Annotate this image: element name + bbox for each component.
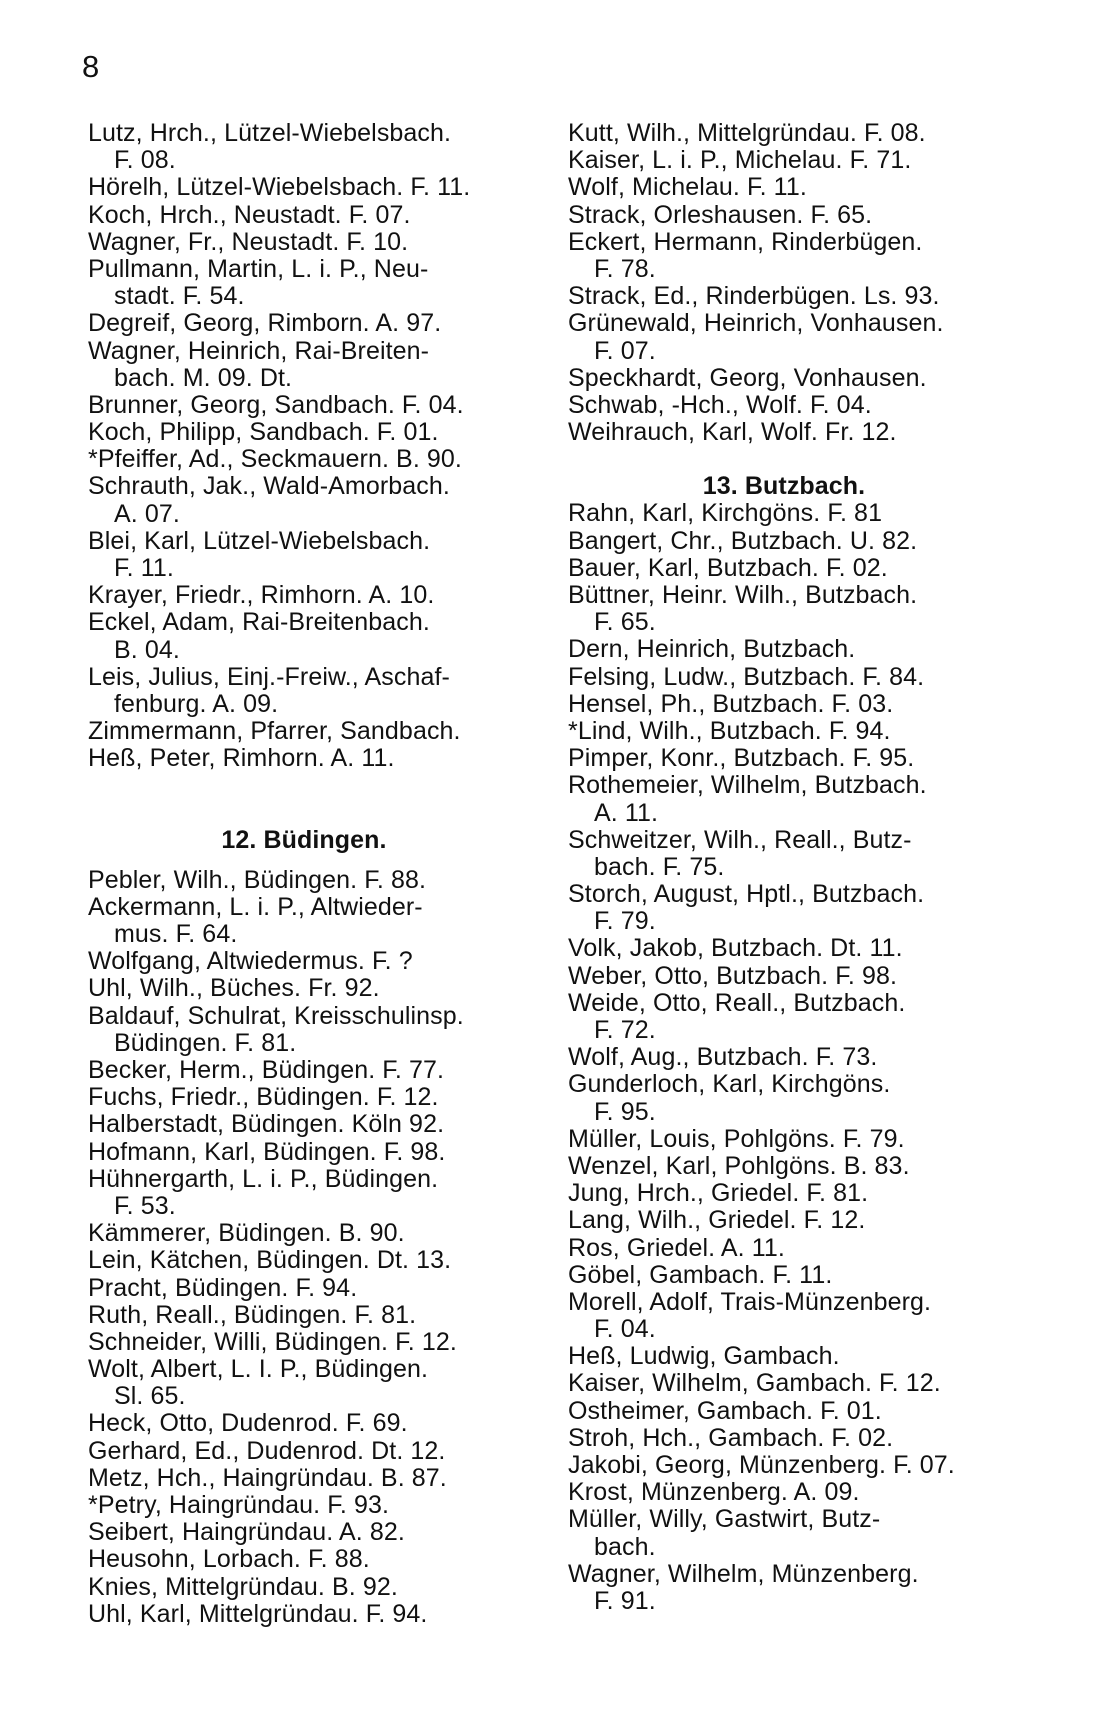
directory-entry: Degreif, Georg, Rimborn. A. 97.: [88, 309, 442, 338]
entry-continuation: F. 72.: [594, 1016, 656, 1044]
directory-entry: Ackermann, L. i. P., Altwieder-: [88, 892, 423, 921]
directory-entry: Schneider, Willi, Büdingen. F. 12.: [88, 1327, 457, 1356]
directory-entry: Jung, Hrch., Griedel. F. 81.: [568, 1179, 869, 1208]
section-heading: 12. Büdingen.: [221, 825, 387, 854]
directory-entry: Wolfgang, Altwiedermus. F. ?: [88, 947, 413, 976]
spacer: [568, 446, 1000, 473]
directory-entry: Pracht, Büdingen. F. 94.: [88, 1273, 358, 1302]
directory-entry: Leis, Julius, Einj.-Freiw., Aschaf-: [88, 662, 450, 691]
entry-continuation: F. 04.: [594, 1315, 656, 1344]
directory-entry: Blei, Karl, Lützel-Wiebelsbach.: [88, 526, 431, 555]
directory-entry: Krost, Münzenberg. A. 09.: [568, 1478, 860, 1507]
directory-entry: *Pfeiffer, Ad., Seckmauern. B. 90.: [88, 445, 462, 474]
directory-entry: Metz, Hch., Haingründau. B. 87.: [88, 1463, 447, 1492]
directory-entry: Weber, Otto, Butzbach. F. 98.: [568, 961, 897, 990]
directory-entry: Eckel, Adam, Rai-Breitenbach.: [88, 608, 430, 637]
directory-entry: Gunderloch, Karl, Kirchgöns.: [568, 1070, 891, 1099]
directory-entry: Koch, Philipp, Sandbach. F. 01.: [88, 418, 439, 447]
directory-entry: Schrauth, Jak., Wald-Amorbach.: [88, 472, 450, 501]
directory-entry: Kutt, Wilh., Mittelgründau. F. 08.: [568, 119, 926, 147]
directory-entry: Felsing, Ludw., Butzbach. F. 84.: [568, 662, 925, 691]
directory-entry: Hühnergarth, L. i. P., Büdingen.: [88, 1164, 439, 1193]
entry-continuation: F. 53.: [114, 1191, 176, 1220]
directory-entry: Ros, Griedel. A. 11.: [568, 1233, 785, 1262]
directory-entry: Lutz, Hrch., Lützel-Wiebelsbach.: [88, 119, 452, 147]
directory-entry: Storch, August, Hptl., Butzbach.: [568, 880, 925, 909]
directory-entry: Hörelh, Lützel-Wiebelsbach. F. 11.: [88, 173, 471, 202]
directory-entry: Seibert, Haingründau. A. 82.: [88, 1518, 405, 1547]
directory-entry: Dern, Heinrich, Butzbach.: [568, 635, 856, 664]
directory-entry: Schwab, -Hch., Wolf. F. 04.: [568, 390, 872, 419]
entry-continuation: F. 78.: [594, 254, 656, 283]
directory-entry: Wolt, Albert, L. I. P., Büdingen.: [88, 1355, 429, 1384]
directory-entry: Wenzel, Karl, Pohlgöns. B. 83.: [568, 1151, 910, 1180]
directory-entry: Knies, Mittelgründau. B. 92.: [88, 1572, 398, 1601]
entry-continuation: F. 95.: [594, 1097, 656, 1126]
directory-entry: Wagner, Wilhelm, Münzenberg.: [568, 1559, 919, 1588]
directory-entry: Rahn, Karl, Kirchgöns. F. 81: [568, 499, 883, 528]
directory-entry: Pullmann, Martin, L. i. P., Neu-: [88, 254, 429, 283]
directory-entry: Strack, Orleshausen. F. 65.: [568, 200, 873, 229]
entry-continuation: stadt. F. 54.: [114, 282, 245, 311]
entry-continuation: F. 07.: [594, 336, 656, 365]
directory-entry: Büttner, Heinr. Wilh., Butzbach.: [568, 581, 918, 609]
directory-entry: Wagner, Heinrich, Rai-Breiten-: [88, 336, 430, 365]
directory-entry: Weihrauch, Karl, Wolf. Fr. 12.: [568, 418, 897, 447]
directory-entry: Wagner, Fr., Neustadt. F. 10.: [88, 227, 409, 256]
directory-entry: Rothemeier, Wilhelm, Butzbach.: [568, 771, 927, 800]
directory-entry: Strack, Ed., Rinderbügen. Ls. 93.: [568, 282, 940, 311]
directory-entry: Volk, Jakob, Butzbach. Dt. 11.: [568, 934, 903, 963]
entry-continuation: F. 79.: [594, 907, 656, 936]
directory-entry: Lein, Kätchen, Büdingen. Dt. 13.: [88, 1246, 452, 1275]
directory-entry: Ostheimer, Gambach. F. 01.: [568, 1396, 882, 1425]
directory-entry: Heß, Ludwig, Gambach.: [568, 1342, 840, 1371]
directory-entry: Wolf, Aug., Butzbach. F. 73.: [568, 1043, 878, 1072]
directory-entry: Kaiser, L. i. P., Michelau. F. 71.: [568, 146, 912, 175]
directory-entry: Grünewald, Heinrich, Vonhausen.: [568, 309, 944, 338]
directory-entry: Zimmermann, Pfarrer, Sandbach.: [88, 717, 461, 746]
entry-continuation: Sl. 65.: [114, 1382, 186, 1411]
directory-entry: *Petry, Haingründau. F. 93.: [88, 1491, 390, 1519]
left-column: [88, 120, 520, 1628]
directory-entry: Eckert, Hermann, Rinderbügen.: [568, 227, 923, 256]
directory-entry: Müller, Louis, Pohlgöns. F. 79.: [568, 1124, 905, 1153]
directory-entry: Wolf, Michelau. F. 11.: [568, 173, 807, 202]
directory-entry: Hofmann, Karl, Büdingen. F. 98.: [88, 1137, 446, 1166]
directory-entry: Kämmerer, Büdingen. B. 90.: [88, 1219, 405, 1248]
directory-entry: Uhl, Wilh., Büches. Fr. 92.: [88, 974, 380, 1003]
entry-continuation: A. 07.: [114, 499, 180, 528]
directory-entry: Krayer, Friedr., Rimhorn. A. 10.: [88, 581, 435, 610]
directory-entry: Baldauf, Schulrat, Kreisschulinsp.: [88, 1001, 464, 1030]
directory-entry: Jakobi, Georg, Münzenberg. F. 07.: [568, 1451, 955, 1479]
directory-entry: Stroh, Hch., Gambach. F. 02.: [568, 1423, 894, 1452]
directory-entry: Brunner, Georg, Sandbach. F. 04.: [88, 390, 464, 419]
directory-entry: Morell, Adolf, Trais-Münzenberg.: [568, 1287, 932, 1316]
directory-entry: Kaiser, Wilhelm, Gambach. F. 12.: [568, 1369, 941, 1398]
directory-entry: Heß, Peter, Rimhorn. A. 11.: [88, 744, 395, 773]
directory-entry: Müller, Willy, Gastwirt, Butz-: [568, 1505, 881, 1534]
entry-continuation: bach. F. 75.: [594, 852, 725, 881]
directory-entry: Pebler, Wilh., Büdingen. F. 88.: [88, 865, 427, 894]
spacer: [88, 773, 520, 827]
page-number: 8: [82, 49, 100, 84]
directory-entry: Hensel, Ph., Butzbach. F. 03.: [568, 689, 894, 718]
directory-entry: Heusohn, Lorbach. F. 88.: [88, 1545, 370, 1574]
entry-continuation: mus. F. 64.: [114, 920, 238, 949]
directory-entry: Uhl, Karl, Mittelgründau. F. 94.: [88, 1599, 428, 1628]
entry-continuation: F. 91.: [594, 1586, 656, 1615]
directory-entry: Koch, Hrch., Neustadt. F. 07.: [88, 200, 411, 229]
directory-entry: *Lind, Wilh., Butzbach. F. 94.: [568, 716, 891, 745]
directory-entry: Schweitzer, Wilh., Reall., Butz-: [568, 825, 912, 854]
directory-entry: Bauer, Karl, Butzbach. F. 02.: [568, 553, 888, 582]
entry-continuation: B. 04.: [114, 635, 180, 664]
directory-entry: Pimper, Konr., Butzbach. F. 95.: [568, 744, 915, 773]
directory-entry: Weide, Otto, Reall., Butzbach.: [568, 988, 906, 1017]
entry-continuation: F. 65.: [594, 608, 656, 637]
entry-continuation: bach.: [594, 1532, 656, 1561]
entry-continuation: F. 11.: [114, 554, 174, 582]
entry-continuation: A. 11.: [594, 798, 659, 827]
entry-continuation: F. 08.: [114, 146, 176, 175]
entry-continuation: Büdingen. F. 81.: [114, 1028, 297, 1057]
directory-entry: Becker, Herm., Büdingen. F. 77.: [88, 1056, 445, 1084]
directory-entry: Gerhard, Ed., Dudenrod. Dt. 12.: [88, 1436, 446, 1465]
directory-entry: Fuchs, Friedr., Büdingen. F. 12.: [88, 1083, 439, 1112]
directory-entry: Halberstadt, Büdingen. Köln 92.: [88, 1110, 445, 1139]
entry-continuation: bach. M. 09. Dt.: [114, 363, 293, 392]
directory-entry: Bangert, Chr., Butzbach. U. 82.: [568, 526, 918, 555]
right-column: [568, 120, 1000, 1615]
entry-continuation: fenburg. A. 09.: [114, 689, 279, 718]
directory-entry: Speckhardt, Georg, Vonhausen.: [568, 363, 927, 392]
section-heading: 13. Butzbach.: [702, 472, 866, 501]
directory-entry: Heck, Otto, Dudenrod. F. 69.: [88, 1409, 408, 1438]
directory-entry: Ruth, Reall., Büdingen. F. 81.: [88, 1300, 417, 1329]
directory-entry: Göbel, Gambach. F. 11.: [568, 1260, 833, 1289]
spacer: [88, 854, 520, 867]
directory-entry: Lang, Wilh., Griedel. F. 12.: [568, 1206, 866, 1235]
